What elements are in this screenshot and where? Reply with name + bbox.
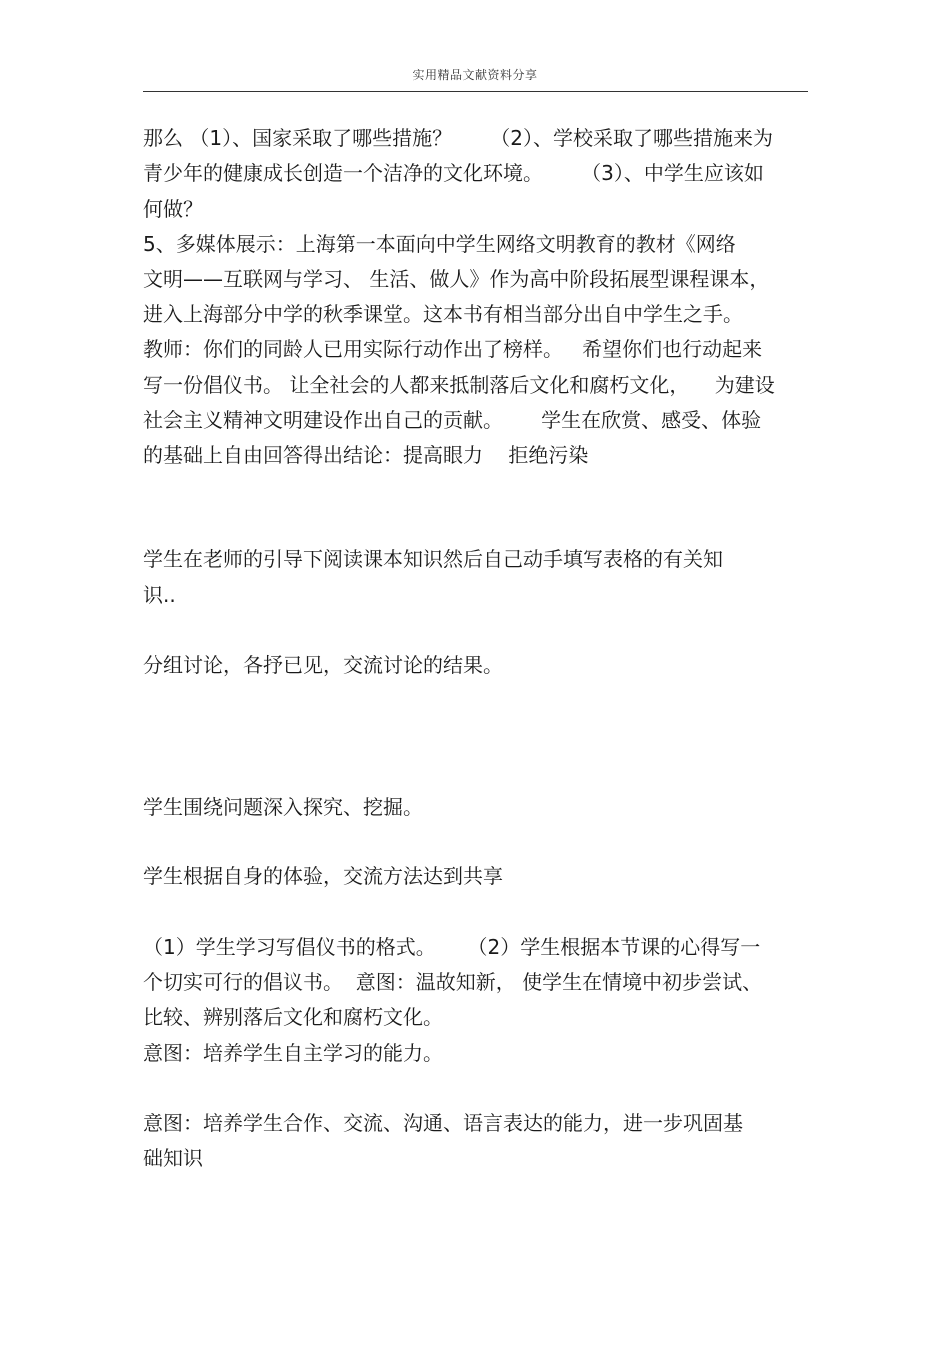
- paragraph-line: 进入上海部分中学的秋季课堂。这本书有相当部分出自中学生之手。: [143, 302, 743, 326]
- header-rule: [143, 91, 808, 92]
- paragraph-line: 比较、辨别落后文化和腐朽文化。: [143, 1005, 443, 1029]
- paragraph-line: 文明——互联网与学习、 生活、做人》作为高中阶段拓展型课程课本，: [143, 267, 770, 291]
- paragraph-line: 学生围绕问题深入探究、挖掘。: [143, 795, 423, 819]
- paragraph-line: 何做？: [143, 197, 203, 221]
- paragraph-line: 5、多媒体展示：上海第一本面向中学生网络文明教育的教材《网络: [143, 232, 736, 256]
- paragraph-line: 那么 （1）、国家采取了哪些措施？ （2）、学校采取了哪些措施来为: [143, 126, 773, 150]
- paragraph-line: 青少年的健康成长创造一个洁净的文化环境。 （3）、中学生应该如: [143, 161, 764, 185]
- paragraph-line: 分组讨论，各抒已见，交流讨论的结果。: [143, 653, 503, 677]
- paragraph-line: 学生根据自身的体验，交流方法达到共享: [143, 864, 503, 888]
- paragraph-line: 意图：培养学生合作、交流、沟通、语言表达的能力，进一步巩固基: [143, 1111, 743, 1135]
- paragraph-line: 的基础上自由回答得出结论：提高眼力 拒绝污染: [143, 443, 589, 467]
- paragraph-line: 识..: [143, 583, 176, 607]
- paragraph-line: （1）学生学习写倡仪书的格式。 （2）学生根据本节课的心得写一: [143, 935, 761, 959]
- running-header: 实用精品文献资料分享: [412, 68, 538, 82]
- paragraph-line: 教师：你们的同龄人已用实际行动作出了榜样。 希望你们也行动起来: [143, 337, 763, 361]
- paragraph-line: 社会主义精神文明建设作出自己的贡献。 学生在欣赏、感受、体验: [143, 408, 762, 432]
- paragraph-line: 意图：培养学生自主学习的能力。: [143, 1041, 443, 1065]
- paragraph-line: 学生在老师的引导下阅读课本知识然后自己动手填写表格的有关知: [143, 547, 723, 571]
- paragraph-line: 写一份倡仪书。 让全社会的人都来抵制落后文化和腐朽文化， 为建设: [143, 373, 775, 397]
- paragraph-line: 个切实可行的倡议书。 意图：温故知新， 使学生在情境中初步尝试、: [143, 970, 763, 994]
- paragraph-line: 础知识: [143, 1146, 203, 1170]
